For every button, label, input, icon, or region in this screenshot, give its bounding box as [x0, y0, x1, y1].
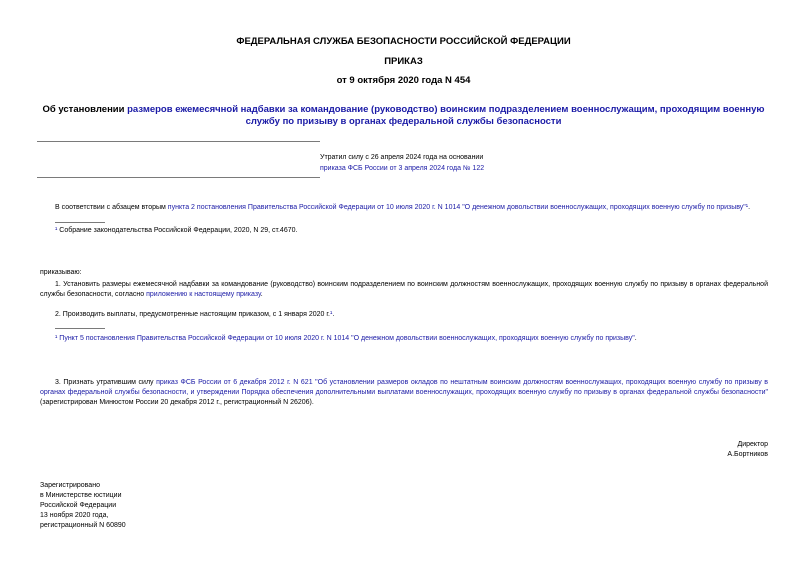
item3-suffix: (зарегистрирован Минюстом России 20 декабря 2012 г., регистрационный N 26206). [40, 399, 314, 406]
signature-name: А.Бортников [727, 451, 768, 458]
item2-text: 2. Производить выплаты, предусмотренные настоящим приказом, с 1 января 2020 г. [55, 311, 330, 318]
footnote2-link[interactable]: Пункт 5 постановления Правительства Российской Федерации от 10 июля 2020 г. N 1014 "О денежном довольствии военнослужащих, проходящих военную службу по призыву" [57, 335, 635, 342]
footnote2-divider [55, 328, 105, 329]
footnote1-mark[interactable]: ¹ [55, 227, 58, 234]
preamble-link[interactable]: пункта 2 постановления Правительства Российской Федерации от 10 июля 2020 г. N 1014 "О денежном довольствии военнослужащих, проходящих военную службу по призыву" [167, 204, 746, 211]
status-divider-top [37, 141, 320, 142]
item3-link[interactable]: приказ ФСБ России от 6 декабря 2012 г. N 621 "Об установлении размеров окладов по нештатным воинским должностям военнослужащих, проходящих военную службу по призыву в органах федеральной службы безопасности, и утверждении Порядка обеспечения дополнительными выплатами военнослужащих, проходящих военную службу по призыву в органах федеральной службы безопасности" [40, 379, 768, 396]
status-link[interactable]: приказа ФСБ России от 3 апреля 2024 года № 122 [320, 165, 485, 172]
status-line: Утратил силу с 26 апреля 2024 года на основании [320, 154, 484, 161]
doc-date-number: от 9 октября 2020 года N 454 [336, 75, 471, 86]
item1-link[interactable]: приложению к настоящему приказу [146, 291, 261, 298]
item3-text: 3. Признать утратившим силу [55, 379, 157, 386]
preamble [55, 203, 775, 213]
order-word: приказываю: [40, 269, 82, 276]
footnote2-mark[interactable]: ¹ [55, 335, 58, 342]
registration-line-5: регистрационный N 60890 [40, 522, 126, 529]
doc-type-heading: ПРИКАЗ [384, 56, 423, 67]
item2-suffix: . [332, 311, 335, 318]
registration-line-3: Российской Федерации [40, 502, 117, 509]
item-1 [40, 280, 768, 300]
footnote2-suffix: . [634, 335, 637, 342]
item2-footnote-mark[interactable]: ¹ [330, 311, 333, 318]
signature-position: Директор [737, 441, 768, 448]
title-link[interactable]: размеров ежемесячной надбавки за командование (руководство) воинским подразделением военнослужащим, проходящим военную службу по призыву в органах федеральной службы безопасности [127, 104, 765, 127]
footnote1-divider [55, 222, 105, 223]
item-3 [40, 378, 768, 408]
registration-line-2: в Министерстве юстиции [40, 492, 122, 499]
doc-title [30, 104, 777, 128]
footnote2 [55, 334, 755, 344]
footnote1-text: Собрание законодательства Российской Федерации, 2020, N 29, ст.4670. [57, 227, 298, 234]
registration-line-4: 13 ноября 2020 года, [40, 512, 109, 519]
status-divider-bottom [37, 177, 320, 178]
preamble-suffix: . [748, 204, 751, 211]
registration-line-1: Зарегистрировано [40, 482, 100, 489]
agency-heading: ФЕДЕРАЛЬНАЯ СЛУЖБА БЕЗОПАСНОСТИ РОССИЙСКОЙ ФЕДЕРАЦИИ [236, 36, 571, 47]
item-2 [55, 310, 755, 320]
preamble-prefix: В соответствии с абзацем вторым [55, 204, 168, 211]
title-prefix: Об установлении [42, 104, 128, 115]
item1-text: 1. Установить размеры ежемесячной надбавки за командование (руководство) воинским подразделением по воинским должностям военнослужащих, проходящих военную службу по призыву в органах федеральной службы безопасности, согласно [40, 281, 768, 298]
footnote1 [55, 226, 555, 236]
preamble-footnote-mark[interactable]: ¹ [745, 204, 749, 211]
item1-suffix: . [260, 291, 263, 298]
